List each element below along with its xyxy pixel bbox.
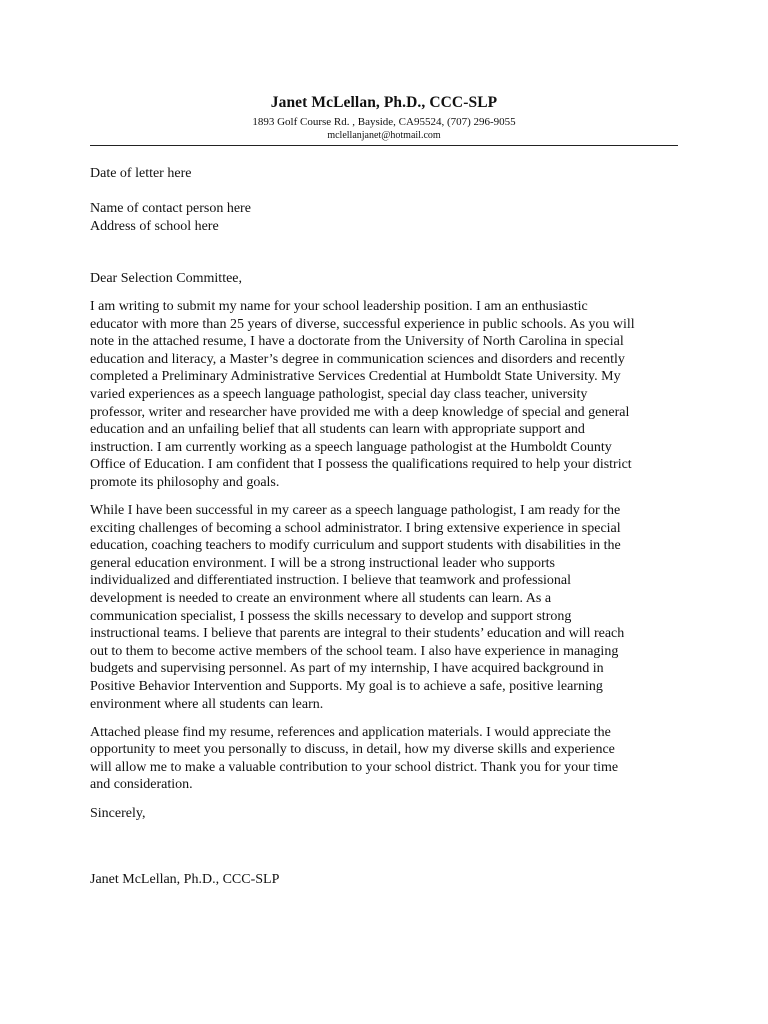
letter-body bbox=[90, 165, 690, 889]
paragraph-line: education, coaching teachers to modify curriculum and support students with disabilities in the bbox=[90, 538, 621, 554]
signature: Janet McLellan, Ph.D., CCC-SLP bbox=[90, 872, 280, 888]
paragraph-line: education and literacy, a Master’s degree in communication sciences and disorders and recently bbox=[90, 351, 625, 367]
paragraph-line: will allow me to make a valuable contribution to your school district. Thank you for your time bbox=[90, 759, 619, 775]
paragraph-line: and consideration. bbox=[90, 777, 193, 793]
paragraph-line: completed a Preliminary Administrative Services Credential at Humboldt State University. My bbox=[90, 369, 621, 385]
paragraph-line: individualized and differentiated instruction. I believe that teamwork and professional bbox=[90, 573, 572, 589]
paragraph-line: communication specialist, I possess the skills necessary to develop and support strong bbox=[90, 608, 572, 624]
paragraph-line: general education environment. I will be a strong instructional leader who supports bbox=[90, 555, 555, 571]
paragraph-3 bbox=[90, 724, 690, 794]
letterhead-name: Janet McLellan, Ph.D., CCC-SLP bbox=[270, 94, 498, 111]
paragraph-line: instructional teams. I believe that parents are integral to their students’ education and will reach bbox=[90, 626, 625, 642]
salutation: Dear Selection Committee, bbox=[90, 271, 243, 287]
letterhead-divider bbox=[90, 145, 678, 146]
paragraph-line: varied experiences as a speech language pathologist, special day class teacher, university bbox=[90, 386, 588, 402]
school-address: Address of school here bbox=[90, 218, 219, 234]
closing: Sincerely, bbox=[90, 805, 146, 821]
contact-person: Name of contact person here bbox=[90, 201, 251, 217]
paragraph-line: note in the attached resume, I have a doctorate from the University of North Carolina in special bbox=[90, 334, 624, 350]
letterhead-address: 1893 Golf Course Rd. , Bayside, CA95524, (707) 296-9055 bbox=[252, 116, 516, 128]
paragraph-line: instruction. I am currently working as a speech language pathologist at the Humboldt County bbox=[90, 439, 612, 455]
paragraph-line: promote its philosophy and goals. bbox=[90, 474, 280, 490]
paragraph-line: Attached please find my resume, references and application materials. I would appreciate the bbox=[90, 724, 611, 740]
letterhead bbox=[90, 94, 678, 142]
paragraph-line: professor, writer and researcher have provided me with a deep knowledge of special and general bbox=[90, 404, 630, 420]
paragraph-line: development is needed to create an environment where all students can learn. As a bbox=[90, 590, 552, 606]
letterhead-email: mclellanjanet@hotmail.com bbox=[327, 130, 441, 141]
paragraph-1 bbox=[90, 298, 690, 492]
paragraph-line: opportunity to meet you personally to discuss, in detail, how my diverse skills and experience bbox=[90, 742, 615, 758]
paragraph-line: exciting challenges of becoming a school administrator. I bring extensive experience in special bbox=[90, 520, 621, 536]
paragraph-line: Office of Education. I am confident that I possess the qualifications required to help your district bbox=[90, 457, 632, 473]
paragraph-line: out to them to become active members of the school team. I also have experience in managing bbox=[90, 643, 619, 659]
paragraph-line: educator with more than 25 years of diverse, successful experience in public schools. As you will bbox=[90, 316, 635, 332]
paragraph-line: budgets and supervising personnel. As part of my internship, I have acquired background in bbox=[90, 661, 604, 677]
paragraph-line: Positive Behavior Intervention and Supports. My goal is to achieve a safe, positive learning bbox=[90, 678, 603, 694]
paragraph-2 bbox=[90, 502, 690, 713]
paragraph-line: education and an unfailing belief that all students can learn with appropriate support and bbox=[90, 422, 585, 438]
letter-date: Date of letter here bbox=[90, 166, 192, 181]
paragraph-line: I am writing to submit my name for your school leadership position. I am an enthusiastic bbox=[90, 298, 588, 314]
paragraph-line: environment where all students can learn. bbox=[90, 696, 324, 712]
paragraph-line: While I have been successful in my career as a speech language pathologist, I am ready for the bbox=[90, 503, 621, 518]
